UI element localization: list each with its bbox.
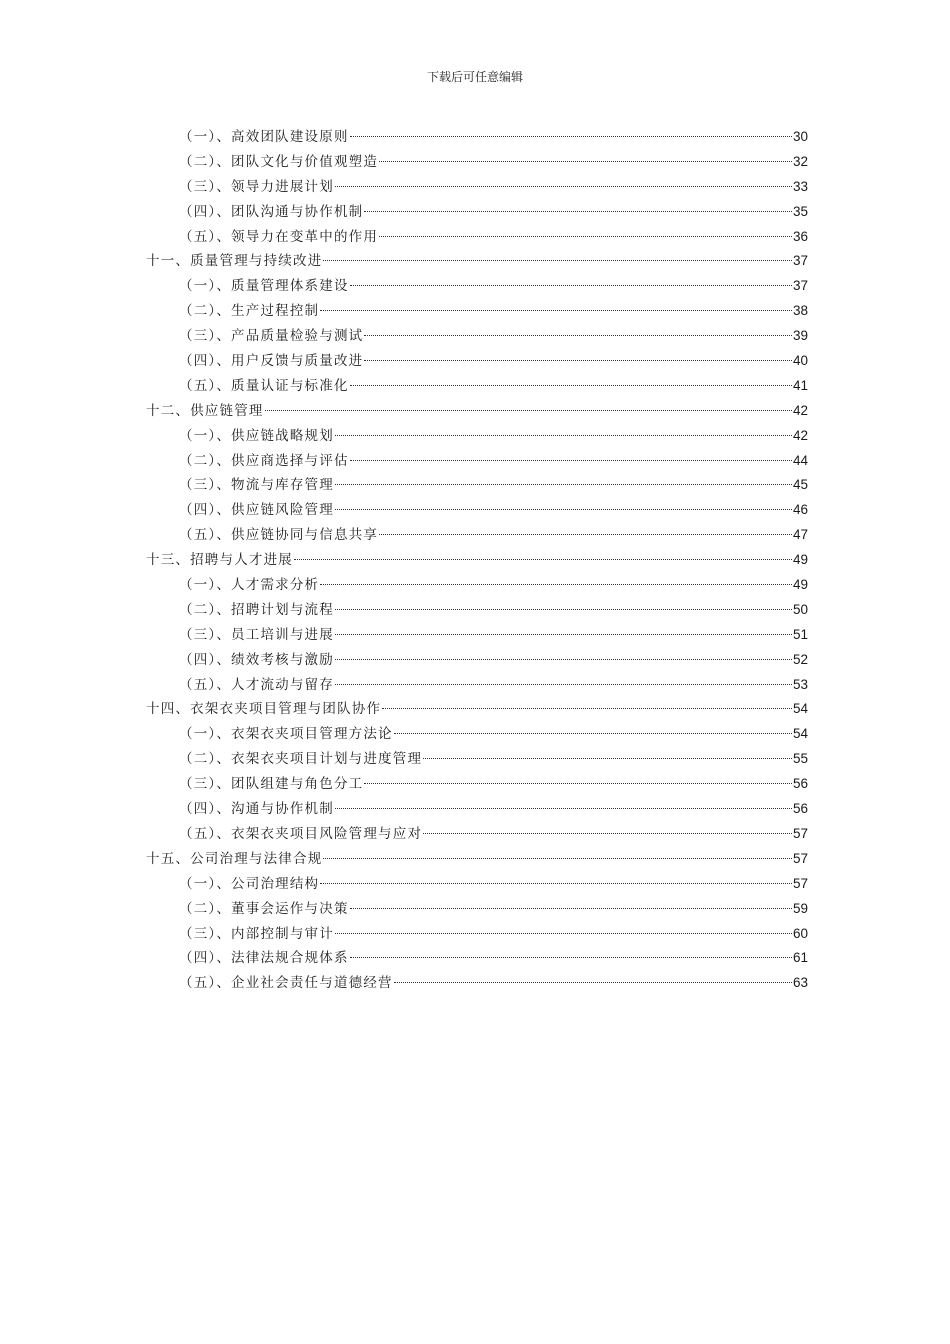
toc-entry-page-number: 39 <box>792 328 808 344</box>
toc-dot-leader <box>382 708 792 709</box>
toc-entry-page-number: 30 <box>792 129 808 144</box>
toc-section-entry[interactable] <box>146 722 808 747</box>
toc-section-entry[interactable] <box>146 374 808 399</box>
toc-entry-title: （四）、供应链风险管理 <box>179 502 334 519</box>
toc-dot-leader <box>335 634 792 635</box>
toc-entry-page-number: 53 <box>792 676 808 692</box>
toc-section-entry[interactable] <box>146 125 808 150</box>
toc-section-entry[interactable] <box>146 598 808 623</box>
toc-dot-leader <box>350 460 792 461</box>
toc-entry-page-number: 50 <box>792 601 808 617</box>
toc-entry-page-number: 52 <box>792 651 808 667</box>
toc-entry-page-number: 44 <box>792 452 808 468</box>
toc-entry-page-number: 51 <box>792 626 808 642</box>
toc-entry-page-number: 37 <box>792 253 808 269</box>
toc-section-entry[interactable] <box>146 772 808 797</box>
toc-entry-title: 十一、质量管理与持续改进 <box>146 253 323 270</box>
toc-entry-page-number: 40 <box>792 353 808 369</box>
toc-section-entry[interactable] <box>146 573 808 598</box>
toc-entry-title: 十三、招聘与人才进展 <box>146 552 293 569</box>
toc-section-entry[interactable] <box>146 274 808 299</box>
toc-dot-leader <box>335 484 792 485</box>
page-header: 下载后可任意编辑 <box>426 70 523 84</box>
toc-entry-page-number: 59 <box>792 900 808 916</box>
toc-section-entry[interactable] <box>146 424 808 449</box>
toc-dot-leader <box>394 733 792 734</box>
toc-entry-title: （四）、团队沟通与协作机制 <box>179 203 364 220</box>
toc-entry-page-number: 55 <box>792 751 808 767</box>
toc-dot-leader <box>350 285 792 286</box>
toc-entry-title: （一）、质量管理体系建设 <box>179 278 349 295</box>
toc-dot-leader <box>335 509 792 510</box>
toc-entry-title: （五）、质量认证与标准化 <box>179 377 349 394</box>
toc-dot-leader <box>323 260 792 261</box>
toc-entry-title: （五）、领导力在变革中的作用 <box>179 228 379 245</box>
toc-dot-leader <box>379 236 792 237</box>
toc-section-entry[interactable] <box>146 175 808 200</box>
toc-entry-title: （一）、公司治理结构 <box>179 875 320 892</box>
toc-entry-page-number: 38 <box>792 303 808 319</box>
toc-entry-page-number: 37 <box>792 278 808 294</box>
toc-section-entry[interactable] <box>146 648 808 673</box>
toc-section-entry[interactable] <box>146 200 808 225</box>
toc-chapter-entry[interactable] <box>146 847 808 872</box>
toc-dot-leader <box>364 360 792 361</box>
toc-entry-page-number: 42 <box>792 427 808 443</box>
toc-section-entry[interactable] <box>146 523 808 548</box>
toc-entry-page-number: 56 <box>792 801 808 817</box>
toc-section-entry[interactable] <box>146 623 808 648</box>
toc-entry-title: （三）、团队组建与角色分工 <box>179 776 364 793</box>
toc-dot-leader <box>423 758 792 759</box>
toc-dot-leader <box>394 982 792 983</box>
toc-entry-title: （三）、产品质量检验与测试 <box>179 328 364 345</box>
toc-entry-title: （四）、绩效考核与激励 <box>179 651 334 668</box>
toc-dot-leader <box>350 385 792 386</box>
toc-entry-title: 十四、衣架衣夹项目管理与团队协作 <box>146 701 382 718</box>
toc-entry-title: （五）、企业社会责任与道德经营 <box>179 975 393 992</box>
toc-dot-leader <box>379 534 792 535</box>
toc-dot-leader <box>335 659 792 660</box>
toc-section-entry[interactable] <box>146 946 808 971</box>
toc-section-entry[interactable] <box>146 872 808 897</box>
toc-entry-title: （二）、供应商选择与评估 <box>179 452 349 469</box>
toc-chapter-entry[interactable] <box>146 697 808 722</box>
toc-entry-title: （四）、用户反馈与质量改进 <box>179 353 364 370</box>
toc-entry-title: （五）、供应链协同与信息共享 <box>179 527 379 544</box>
toc-section-entry[interactable] <box>146 473 808 498</box>
toc-section-entry[interactable] <box>146 822 808 847</box>
toc-dot-leader <box>335 609 792 610</box>
toc-chapter-entry[interactable] <box>146 249 808 274</box>
toc-entry-page-number: 56 <box>792 776 808 792</box>
toc-entry-title: （三）、物流与库存管理 <box>179 477 334 494</box>
toc-entry-title: （三）、领导力进展计划 <box>179 178 334 195</box>
toc-section-entry[interactable] <box>146 673 808 698</box>
toc-entry-page-number: 57 <box>792 850 808 866</box>
toc-entry-page-number: 32 <box>792 153 808 169</box>
toc-entry-title: （四）、沟通与协作机制 <box>179 801 334 818</box>
toc-section-entry[interactable] <box>146 897 808 922</box>
toc-entry-title: （三）、员工培训与进展 <box>179 626 334 643</box>
toc-entry-title: （二）、衣架衣夹项目计划与进度管理 <box>179 751 423 768</box>
toc-dot-leader <box>320 310 792 311</box>
toc-section-entry[interactable] <box>146 225 808 250</box>
toc-entry-page-number: 35 <box>792 203 808 219</box>
toc-dot-leader <box>335 684 792 685</box>
toc-dot-leader <box>379 161 792 162</box>
toc-entry-page-number: 49 <box>792 577 808 593</box>
toc-dot-leader <box>335 808 792 809</box>
toc-section-entry[interactable] <box>146 922 808 947</box>
toc-entry-page-number: 49 <box>792 552 808 568</box>
toc-dot-leader <box>335 186 792 187</box>
toc-entry-title: （二）、生产过程控制 <box>179 303 320 320</box>
toc-entry-page-number: 36 <box>792 228 808 244</box>
toc-entry-page-number: 46 <box>792 502 808 518</box>
toc-dot-leader <box>320 584 792 585</box>
toc-section-entry[interactable] <box>146 449 808 474</box>
toc-dot-leader <box>323 858 792 859</box>
toc-entry-title: （二）、团队文化与价值观塑造 <box>179 153 379 170</box>
toc-entry-title: （二）、董事会运作与决策 <box>179 900 349 917</box>
toc-chapter-entry[interactable] <box>146 399 808 424</box>
toc-dot-leader <box>364 211 792 212</box>
toc-dot-leader <box>350 136 792 137</box>
toc-dot-leader <box>423 833 792 834</box>
toc-entry-title: （一）、衣架衣夹项目管理方法论 <box>179 726 393 743</box>
toc-entry-title: 十五、公司治理与法律合规 <box>146 850 323 867</box>
toc-entry-page-number: 42 <box>792 402 808 418</box>
toc-entry-title: （一）、人才需求分析 <box>179 577 320 594</box>
toc-entry-page-number: 61 <box>792 950 808 966</box>
toc-entry-page-number: 63 <box>792 975 808 991</box>
toc-dot-leader <box>350 957 792 958</box>
toc-section-entry[interactable] <box>146 971 808 996</box>
toc-dot-leader <box>364 335 792 336</box>
toc-entry-title: （四）、法律法规合规体系 <box>179 950 349 967</box>
toc-dot-leader <box>350 908 792 909</box>
toc-section-entry[interactable] <box>146 797 808 822</box>
toc-entry-page-number: 60 <box>792 925 808 941</box>
toc-dot-leader <box>265 410 792 411</box>
toc-entry-page-number: 54 <box>792 701 808 717</box>
toc-entry-page-number: 54 <box>792 726 808 742</box>
toc-entry-page-number: 33 <box>792 178 808 194</box>
toc-entry-title: （五）、衣架衣夹项目风险管理与应对 <box>179 825 423 842</box>
toc-chapter-entry[interactable] <box>146 548 808 573</box>
toc-entry-title: （一）、供应链战略规划 <box>179 427 334 444</box>
toc-entry-title: （一）、高效团队建设原则 <box>179 129 349 145</box>
toc-section-entry[interactable] <box>146 299 808 324</box>
toc-entry-page-number: 57 <box>792 825 808 841</box>
toc-dot-leader <box>294 559 792 560</box>
toc-entry-title: 十二、供应链管理 <box>146 402 264 419</box>
toc-section-entry[interactable] <box>146 324 808 349</box>
table-of-contents <box>146 125 808 996</box>
toc-entry-page-number: 47 <box>792 527 808 543</box>
toc-dot-leader <box>335 933 792 934</box>
toc-entry-title: （二）、招聘计划与流程 <box>179 601 334 618</box>
toc-dot-leader <box>364 783 792 784</box>
toc-section-entry[interactable] <box>146 498 808 523</box>
toc-dot-leader <box>335 435 792 436</box>
toc-section-entry[interactable] <box>146 747 808 772</box>
toc-dot-leader <box>320 883 792 884</box>
toc-section-entry[interactable] <box>146 150 808 175</box>
toc-entry-title: （三）、内部控制与审计 <box>179 925 334 942</box>
toc-entry-page-number: 45 <box>792 477 808 493</box>
toc-section-entry[interactable] <box>146 349 808 374</box>
toc-entry-page-number: 41 <box>792 377 808 393</box>
toc-entry-page-number: 57 <box>792 875 808 891</box>
toc-entry-title: （五）、人才流动与留存 <box>179 676 334 693</box>
